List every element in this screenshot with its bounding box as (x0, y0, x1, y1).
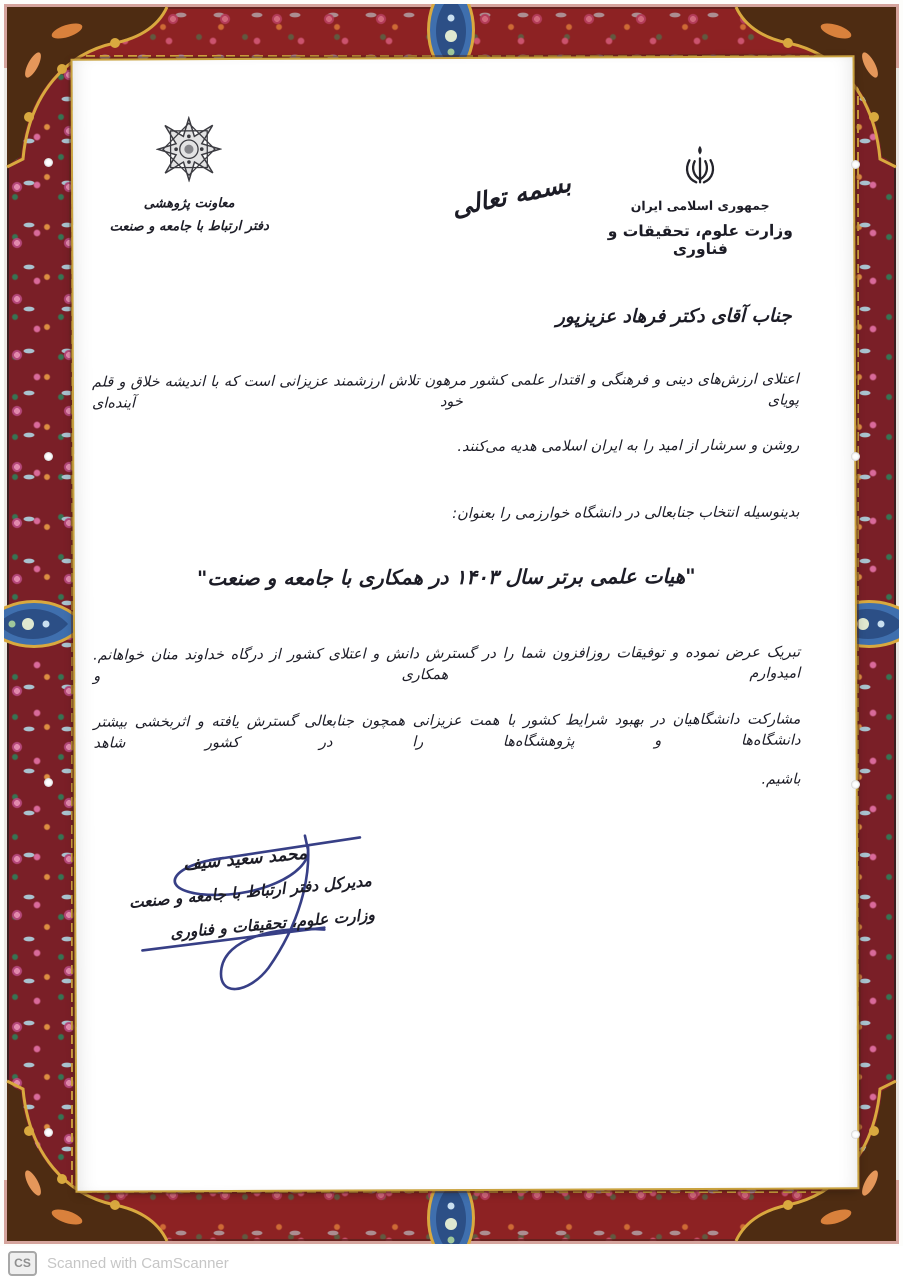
camscanner-watermark-text: Scanned with CamScanner (47, 1254, 229, 1272)
punch-hole (44, 778, 53, 787)
body-line-3: بدینوسیله انتخاب جنابعالی در دانشگاه خوارزمی را بعنوان: (452, 504, 800, 523)
camscanner-badge-icon: CS (8, 1251, 37, 1276)
body-line-6: باشیم. (761, 771, 801, 788)
body-line-4: تبریک عرض نموده و توفیقات روزافزون شما را در گسترش دانش و اعتلای کشور از درگاه خداوند منان خواهانم. امیدوارم همکاری و (93, 644, 801, 685)
star-seal-icon (156, 116, 222, 182)
body-line-1: اعتلای ارزش‌های دینی و فرهنگی و اقتدار علمی کشور مرهون تلاش ارزشمند عزیزانی است که با اندیشه خلاق و قلم پویای خود آینده‌ای (91, 371, 800, 412)
scanner-watermark-bar (0, 1246, 903, 1280)
punch-hole (44, 158, 53, 167)
country-name: جمهوری اسلامی ایران (630, 197, 770, 214)
iran-emblem-icon (680, 144, 720, 190)
punch-hole (851, 160, 860, 169)
recipient-line: جناب آقای دکتر فرهاد عزیزپور (555, 305, 792, 328)
body-line-2: روشن و سرشار از امید را به ایران اسلامی هدیه می‌کنند. (457, 437, 800, 456)
punch-hole (44, 452, 53, 461)
letterhead-ministry (585, 143, 815, 258)
punch-hole (851, 452, 860, 461)
award-title: "هیات علمی برتر سال ۱۴۰۳ در همکاری با جامعه و صنعت" (196, 563, 696, 591)
signatory-org: وزارت علوم، تحقیقات و فناوری (169, 905, 376, 943)
signatory-title: مدیرکل دفتر ارتباط با جامعه و صنعت (128, 871, 373, 912)
letterhead-department (101, 116, 278, 235)
punch-hole (851, 780, 860, 789)
department-line2: دفتر ارتباط با جامعه و صنعت (109, 218, 269, 235)
ministry-name: وزارت علوم، تحقیقات و فناوری (607, 221, 793, 259)
certificate-paper (73, 57, 858, 1190)
punch-hole (851, 1130, 860, 1139)
signatory-name: محمد سعید سیف (182, 843, 308, 875)
body-line-5: مشارکت دانشگاهیان در بهبود شرایط کشور با همت عزیزانی همچون جنابعالی گسترش یافته و اثربخشی بیشتر دانشگاه‌ها و پژوهشگاه‌ها را در کشور شاهد (93, 711, 801, 752)
department-line1: معاونت پژوهشی (143, 196, 235, 212)
punch-hole (44, 1128, 53, 1137)
bismillah-calligraphy: بسمه تعالی (448, 168, 574, 223)
